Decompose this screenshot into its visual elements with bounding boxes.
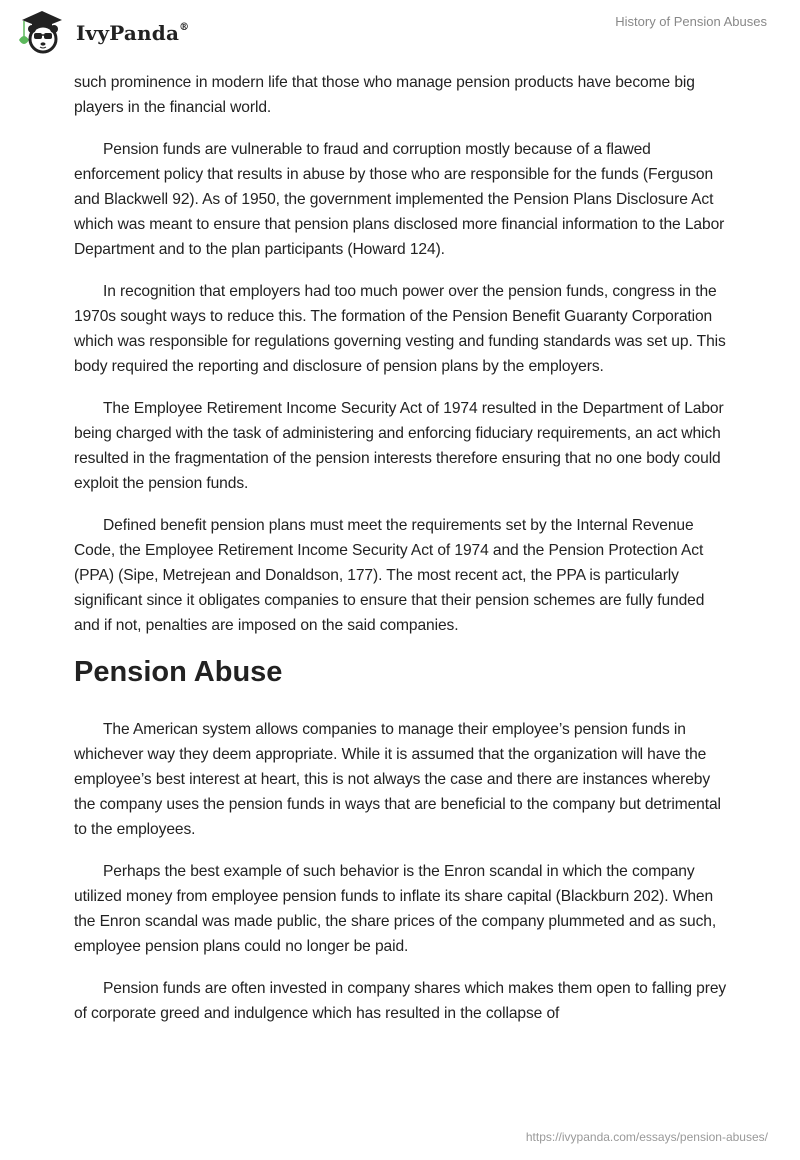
section-heading: Pension Abuse (74, 656, 283, 688)
ivypanda-logo[interactable] (16, 8, 189, 54)
logo-text: IvyPanda® (76, 21, 190, 45)
document-title: History of Pension Abuses (615, 14, 767, 29)
paragraph: Defined benefit pension plans must meet the requirements set by the Internal Revenue Code, the Employee Retirement Income Security Act of 1974 and the Pension Protection Act (PPA) (Sipe, Metrejean and Donaldson, 177). The most recent act, the PPA is particularly significant since it obligates companies to ensure that their pension schemes are fully funded and if not, penalties are imposed on the said companies. (74, 517, 705, 634)
paragraph: Perhaps the best example of such behavior is the Enron scandal in which the company utilized money from employee pension funds to inflate its share capital (Blackburn 202). When the Enron scandal was made public, the share prices of the company plummeted and as such, employee pension plans could no longer be paid. (74, 863, 717, 955)
footer-url[interactable]: https://ivypanda.com/essays/pension-abuses/ (525, 1130, 768, 1144)
paragraph: Pension funds are vulnerable to fraud and corruption mostly because of a flawed enforcement policy that results in abuse by those who are responsible for the funds (Ferguson and Blackwell 92). As of 1950, the government implemented the Pension Plans Disclosure Act which was meant to ensure that pension plans disclosed more financial information to the Labor Department and to the plan participants (Howard 124). (74, 141, 725, 258)
page-header (0, 0, 800, 60)
paragraph: The Employee Retirement Income Security Act of 1974 resulted in the Department of Labor being charged with the task of administering and enforcing fiduciary requirements, an act which resulted in the fragmentation of the pension interests therefore ensuring that no one body could exploit the pension funds. (74, 400, 724, 492)
paragraph: Pension funds are often invested in company shares which makes them open to falling prey of corporate greed and indulgence which has resulted in the collapse of (74, 980, 727, 1022)
paragraph: The American system allows companies to manage their employee’s pension funds in whichever way they deem appropriate. While it is assumed that the organization will have the employee’s best interest at heart, this is not always the case and there are instances whereby the company uses the pension funds in ways that are beneficial to the company but detrimental to the employees. (74, 721, 721, 838)
panda-graduate-icon (16, 8, 70, 54)
paragraph: such prominence in modern life that those who manage pension products have become big players in the financial world. (74, 74, 695, 116)
paragraph: In recognition that employers had too much power over the pension funds, congress in the 1970s sought ways to reduce this. The formation of the Pension Benefit Guaranty Corporation which was responsible for regulations governing vesting and funding standards was set up. This body required the reporting and disclosure of pension plans by the employers. (74, 283, 726, 375)
essay-body (74, 70, 734, 1043)
